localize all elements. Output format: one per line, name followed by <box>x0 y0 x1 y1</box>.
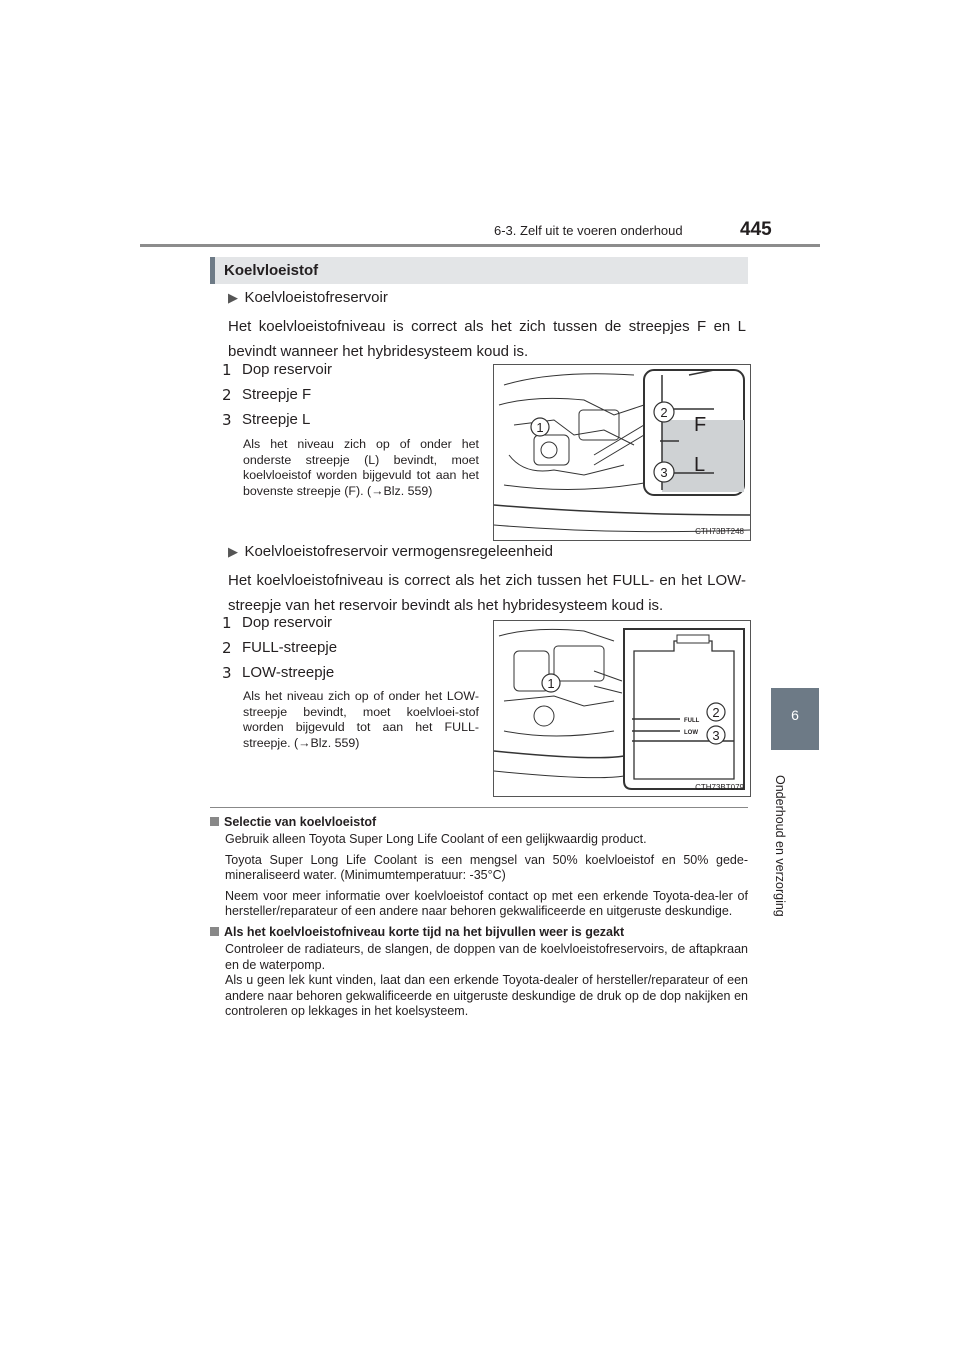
figure-code: CTH73BT079 <box>695 783 744 792</box>
mark-f: F <box>694 414 707 436</box>
page-number: 445 <box>740 219 772 240</box>
block1-lead-row <box>228 289 388 307</box>
item-number: 1 <box>222 361 232 379</box>
item-number: 2 <box>222 386 232 404</box>
callout-2: 2 <box>712 705 720 720</box>
section-title: Koelvloeistof <box>224 262 319 279</box>
chapter-label: Onderhoud en verzorging <box>773 775 787 917</box>
note1-body <box>210 832 748 920</box>
item-label: Dop reservoir <box>242 614 333 631</box>
item-label: Streepje F <box>242 386 312 403</box>
engine-illustration-1 <box>494 365 750 540</box>
figure-pcu-reservoir <box>493 620 751 797</box>
note2-title: Als het koelvloeistofniveau korte tijd na het bijvullen weer is gezakt <box>224 924 625 939</box>
square-bullet-icon <box>210 817 219 826</box>
mark-low: LOW <box>684 730 698 736</box>
item-label: Streepje L <box>242 411 311 428</box>
figure-coolant-reservoir <box>493 364 751 541</box>
item-number: 2 <box>222 639 232 657</box>
block2-lead-row <box>228 543 553 561</box>
engine-illustration-2 <box>494 621 750 796</box>
chapter-label-container <box>755 775 835 975</box>
item-label: LOW-streepje <box>242 664 335 681</box>
item-number: 3 <box>222 664 232 682</box>
note2-p1: Controleer de radiateurs, de slangen, de doppen van de koelvloeistofreservoirs, de aftapkraan en de waterpomp. <box>225 941 748 972</box>
note1-p2: Toyota Super Long Life Coolant is een mengsel van 50% koelvloeistof en 50% gede-mineraliseerd water. (Minimumtemperatuur: -35°C) <box>225 852 748 883</box>
arrow-icon: ▶ <box>228 290 238 305</box>
block2-note: Als het niveau zich op of onder het LOW-streepje bevindt, moet koelvloei-stof worden bijgevuld tot aan het FULL-streepje. (→Blz. 559) <box>243 689 479 750</box>
callout-1: 1 <box>536 420 544 435</box>
callout-3: 3 <box>660 465 668 480</box>
block1-item-3 <box>222 411 311 430</box>
item-label: Dop reservoir <box>242 361 333 378</box>
note1-p1: Gebruik alleen Toyota Super Long Life Coolant of een gelijkwaardig product. <box>225 832 647 846</box>
arrow-icon: ▶ <box>228 544 238 559</box>
block2-item-3 <box>222 664 335 683</box>
item-number: 1 <box>222 614 232 632</box>
square-bullet-icon <box>210 927 219 936</box>
section-title-bar <box>210 257 748 284</box>
mark-full: FULL <box>684 718 700 724</box>
section-header: 6-3. Zelf uit te voeren onderhoud <box>494 223 683 238</box>
callout-1: 1 <box>547 676 555 691</box>
figure-code: CTH73BT248 <box>695 527 744 536</box>
callout-3: 3 <box>712 728 720 743</box>
block1-lead: Koelvloeistofreservoir <box>244 289 388 306</box>
block2-paragraph: Het koelvloeistofniveau is correct als het zich tussen het FULL- en het LOW-streepje van het reservoir bevindt als het hybridesysteem koud is. <box>228 572 746 614</box>
item-number: 3 <box>222 411 232 429</box>
callout-2: 2 <box>660 405 668 420</box>
note2-p2: Als u geen lek kunt vinden, laat dan een erkende Toyota-dealer of hersteller/reparateur of een andere naar behoren gekwalificeerde en uitgeruste deskundige de druk op de dop nakijken en controleren op lekkages in het koelsysteem. <box>225 973 748 1019</box>
notes-section <box>210 815 748 1020</box>
header-rule <box>140 244 820 247</box>
block1-item-1 <box>222 361 333 380</box>
block2-item-1 <box>222 614 333 633</box>
note1-title: Selectie van koelvloeistof <box>224 815 377 829</box>
mark-l: L <box>694 454 706 476</box>
block2-item-2 <box>222 639 338 658</box>
block2-lead: Koelvloeistofreservoir vermogensregeleenheid <box>244 543 553 560</box>
notes-separator <box>210 807 748 808</box>
block1-item-2 <box>222 386 312 405</box>
item-label: FULL-streepje <box>242 639 338 656</box>
note2-heading <box>210 925 748 939</box>
note2-body <box>210 942 748 1020</box>
note1-p3: Neem voor meer informatie over koelvloeistof contact op met een erkende Toyota-dea-ler of hersteller/reparateur of een andere naar behoren gekwalificeerde en uitgeruste deskundige. <box>225 888 748 919</box>
block1-paragraph: Het koelvloeistofniveau is correct als het zich tussen de streepjes F en L bevindt wanneer het hybridesysteem koud is. <box>228 318 746 360</box>
chapter-tab: 6 <box>771 688 819 750</box>
note1-heading <box>210 815 748 829</box>
title-accent <box>210 257 215 284</box>
block1-note: Als het niveau zich op of onder het onderste streepje (L) bevindt, moet koelvloeistof worden bijgevuld tot aan het bovenste streepje (F). (→Blz. 559) <box>243 437 479 498</box>
